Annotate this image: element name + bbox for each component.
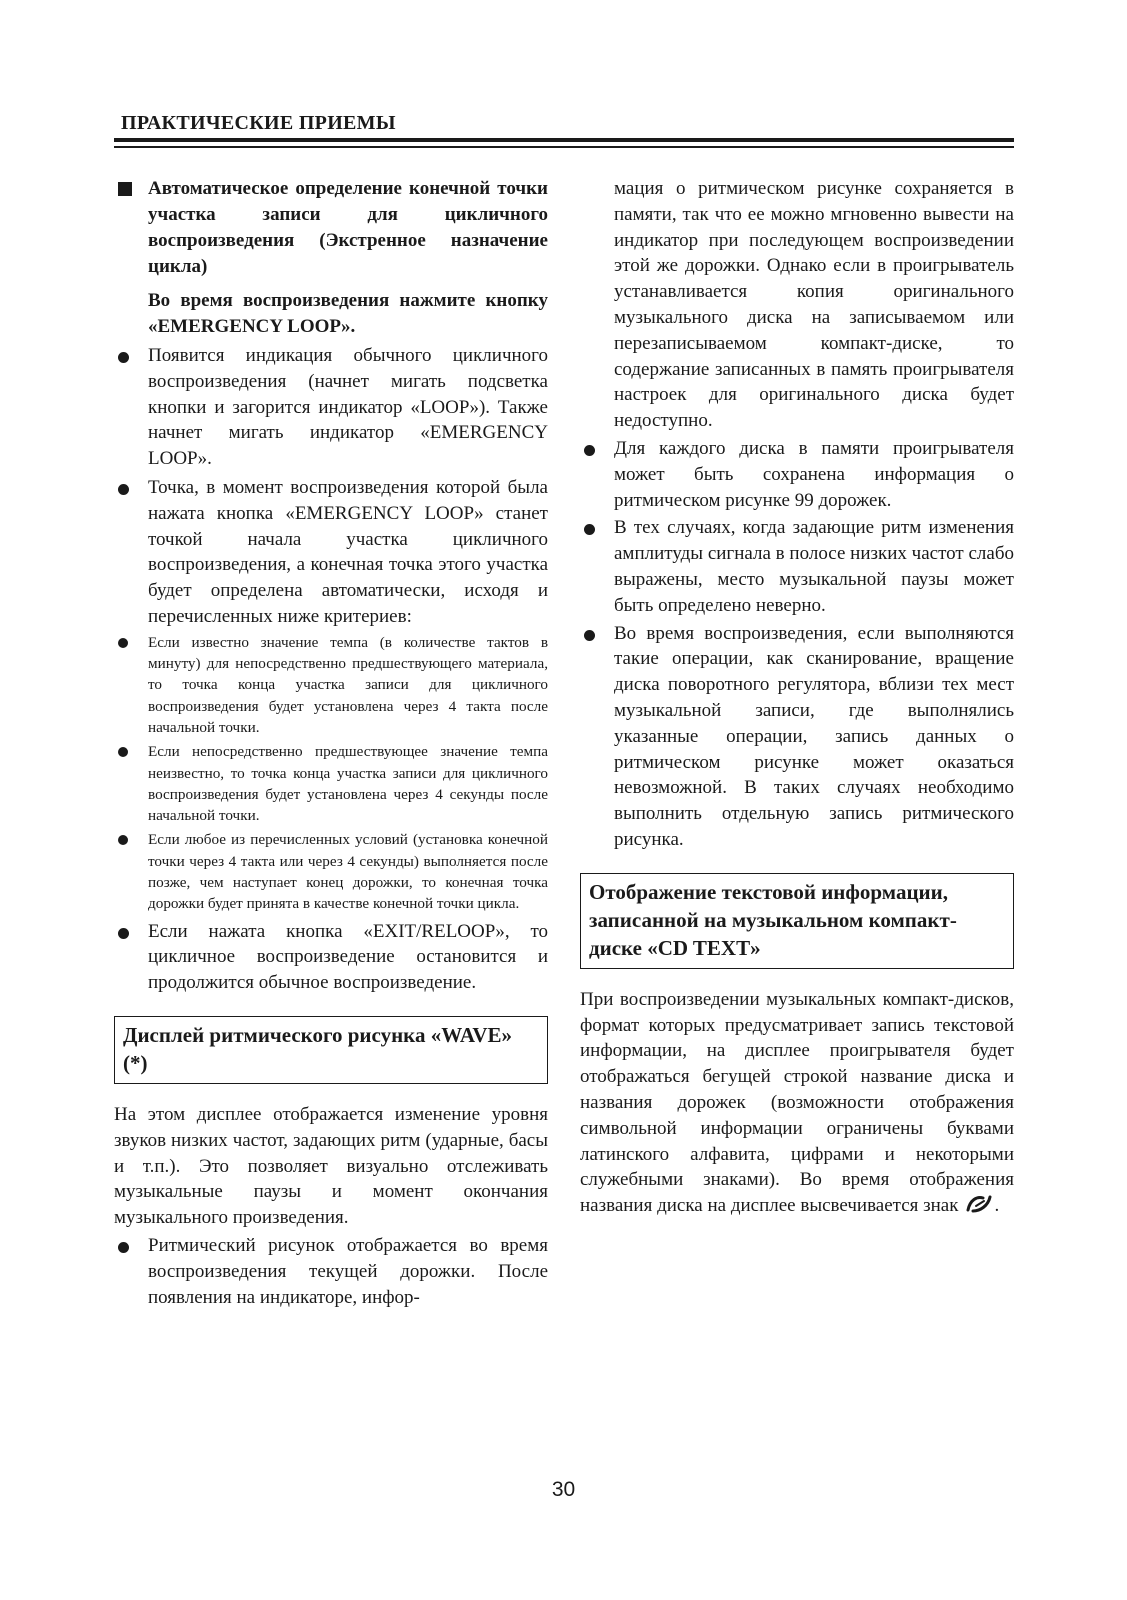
- list-item: Если известно значение темпа (в количестве тактов в минуту) для непосредственно предшествующего материала, то точка конца участка записи для цикличного воспроизведения будет установлена через 4 такта после начальной точки.: [114, 632, 548, 738]
- section-heading-cd-text: Отображение текстовой информации, записанной на музыкальном компакт-диске «CD TEXT»: [580, 873, 1014, 969]
- list-item: Для каждого диска в памяти проигрывателя может быть сохранена информация о ритмическом рисунке 99 дорожек.: [580, 436, 1014, 513]
- list-item: Если нажата кнопка «EXIT/RELOOP», то цикличное воспроизведение остановится и продолжится обычное воспроизведение.: [114, 919, 548, 996]
- bullet-icon: [118, 352, 129, 363]
- bullet-list: [114, 343, 548, 630]
- header-rule-thick: [114, 138, 1014, 142]
- list-item: Точка, в момент воспроизведения которой была нажата кнопка «EMERGENCY LOOP» станет точкой начала участка цикличного воспроизведения, а конечная точка этого участка будет определена автоматически, исходя и перечисленных ниже критериев:: [114, 475, 548, 630]
- list-item: В тех случаях, когда задающие ритм изменения амплитуды сигнала в полосе низких частот слабо выражены, место музыкальной паузы может быть определено неверно.: [580, 515, 1014, 618]
- section-heading-emergency-loop: Автоматическое определение конечной точки участка записи для цикличного воспроизведения (Экстренное назначение цикла): [114, 176, 548, 280]
- bullet-list: [114, 919, 548, 996]
- bullet-icon: [584, 524, 595, 535]
- list-item: Ритмический рисунок отображается во время воспроизведения текущей дорожки. После появления на индикаторе, инфор-: [114, 1233, 548, 1310]
- wave-paragraph: На этом дисплее отображается изменение уровня звуков низких частот, задающих ритм (ударные, басы и т.п.). Это позволяет визуально отслеживать музыкальные паузы и момент окончания музыкального произведения.: [114, 1104, 548, 1229]
- bullet-icon: [118, 1242, 129, 1253]
- continued-paragraph: мация о ритмическом рисунке сохраняется в памяти, так что ее можно мгновенно вывести на индикатор при последующем воспроизведении этой же дорожки. Однако если в проигрыватель устанавливается копия оригинального музыкального диска на записываемом или перезаписываемом компакт-диске, то содержание записанных в память проигрывателя настроек для оригинального диска будет недоступно.: [614, 178, 1014, 432]
- right-column: [580, 176, 1014, 1222]
- cd-text-paragraph: При воспроизведении музыкальных компакт-дисков, формат которых предусматривает запись текстовой информации, на дисплее проигрывателя будет отображаться бегущей строкой название диска и названия дорожек (возможности отображения символьной информации ограничены буквами латинского алфавита, цифрами и некоторыми служебными знаками). Во время отображения названия диска на дисплее высвечивается знак .: [580, 987, 1014, 1222]
- disc-title-icon: [964, 1194, 994, 1222]
- list-item: Во время воспроизведения, если выполняются такие операции, как сканирование, вращение диска поворотного регулятора, вблизи тех мест музыкальной записи, где выполнялись указанные операции, запись данных о ритмическом рисунке может оказаться невозможной. В таких случаях необходимо выполнить отдельную запись ритмического рисунка.: [580, 621, 1014, 853]
- header-rule-thin: [114, 146, 1014, 148]
- bullet-icon: [118, 638, 128, 648]
- page-title: ПРАКТИЧЕСКИЕ ПРИЕМЫ: [121, 112, 396, 134]
- bullet-icon: [118, 747, 128, 757]
- bullet-icon: [584, 630, 595, 641]
- list-item: Если любое из перечисленных условий (установка конечной точки через 4 такта или через 4 секунды) выполняется после позже, чем наступает конец дорожки, то конечная точка дорожки будет принята в качестве конечной точки цикла.: [114, 829, 548, 914]
- list-item: Если непосредственно предшествующее значение темпа неизвестно, то точка конца участка записи для цикличного воспроизведения будет установлена через 4 секунды после начальной точки.: [114, 741, 548, 826]
- bullet-icon: [118, 835, 128, 845]
- section-heading-wave: Дисплей ритмического рисунка «WAVE» (*): [114, 1016, 548, 1084]
- bullet-list: [114, 1233, 548, 1310]
- left-column: [114, 176, 548, 1310]
- bullet-icon: [584, 445, 595, 456]
- instruction-emergency-loop: Во время воспроизведения нажмите кнопку «EMERGENCY LOOP».: [148, 290, 548, 337]
- bullet-icon: [118, 484, 129, 495]
- page-number: 30: [551, 1478, 576, 1501]
- sub-bullet-list: [114, 632, 548, 915]
- square-bullet-icon: [118, 182, 132, 196]
- list-item: Появится индикация обычного цикличного воспроизведения (начнет мигать подсветка кнопки и загорится индикатор «LOOP»). Также начнет мигать индикатор «EMERGENCY LOOP».: [114, 343, 548, 472]
- bullet-list: [580, 436, 1014, 853]
- bullet-icon: [118, 928, 129, 939]
